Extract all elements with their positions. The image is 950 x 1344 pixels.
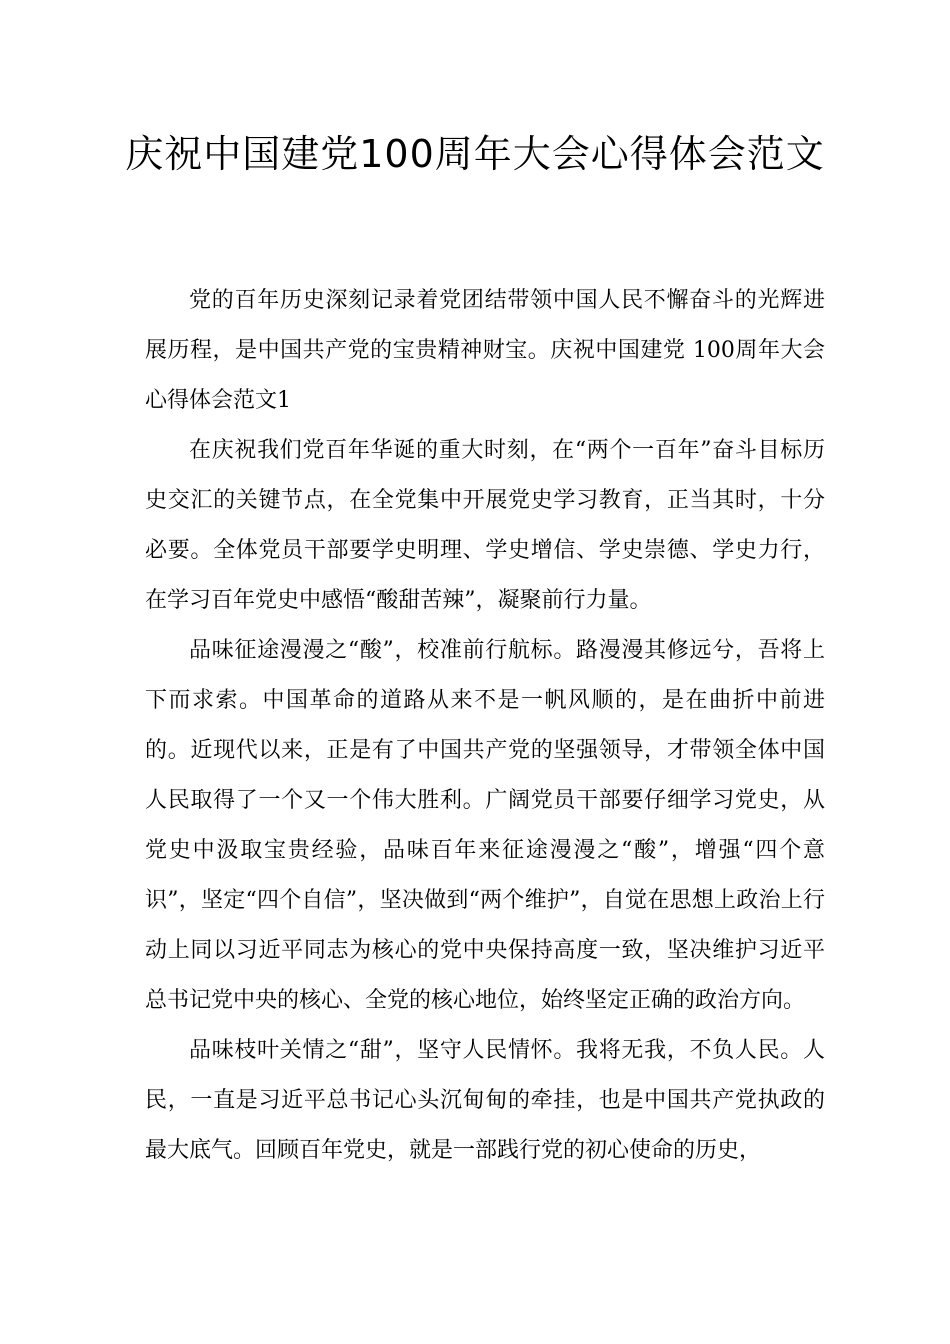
document-body	[145, 276, 825, 1176]
paragraph-4: 品味枝叶关情之“甜”，坚守人民情怀。我将无我，不负人民。人民，一直是习近平总书记心头沉甸甸的牵挂，也是中国共产党执政的最大底气。回顾百年党史，就是一部践行党的初心使命的历史，	[145, 1038, 825, 1163]
paragraph-1: 党的百年历史深刻记录着党团结带领中国人民不懈奋斗的光辉进展历程，是中国共产党的宝贵精神财宝。庆祝中国建党 100周年大会心得体会范文1	[145, 288, 825, 413]
paragraph-3: 品味征途漫漫之“酸”，校准前行航标。路漫漫其修远兮，吾将上下而求索。中国革命的道路从来不是一帆风顺的，是在曲折中前进的。近现代以来，正是有了中国共产党的坚强领导，才带领全体中国人民取得了一个又一个伟大胜利。广阔党员干部要仔细学习党史，从党史中汲取宝贵经验，品味百年来征途漫漫之“酸”，增强“四个意识”，坚定“四个自信”，坚决做到“两个维护”，自觉在思想上政治上行动上同以习近平同志为核心的党中央保持高度一致，坚决维护习近平总书记党中央的核心、全党的核心地位，始终坚定正确的政治方向。	[145, 638, 825, 1013]
document-title: 庆祝中国建党100周年大会心得体会范文	[125, 132, 825, 176]
paragraph-2: 在庆祝我们党百年华诞的重大时刻，在“两个一百年”奋斗目标历史交汇的关键节点，在全党集中开展党史学习教育，正当其时，十分必要。全体党员干部要学史明理、学史增信、学史崇德、学史力行，在学习百年党史中感悟“酸甜苦辣”，凝聚前行力量。	[145, 438, 825, 613]
